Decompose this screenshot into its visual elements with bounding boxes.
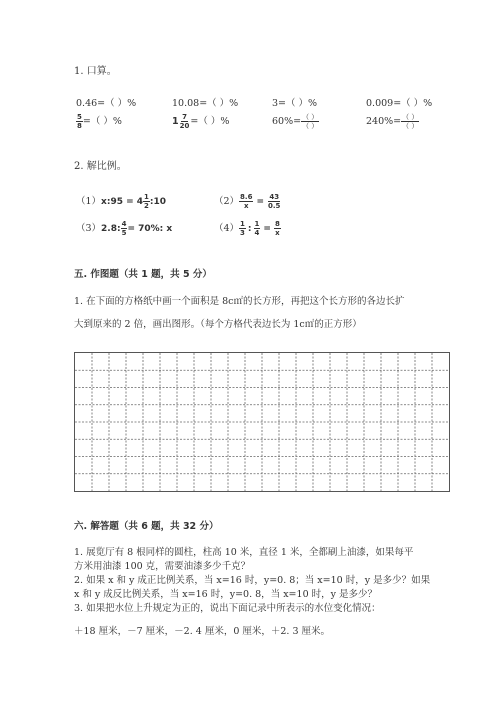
calc-item: 0.009=（ ）% (366, 98, 433, 109)
calc-item: 240%= $\frac{( )}{( )}$ (366, 113, 419, 130)
calc-item: 0.46=（ ）% (76, 98, 137, 109)
calc-item: 10.08=（ ）% (172, 98, 239, 109)
question-text: 1. 在下面的方格纸中画一个面积是 8c㎡的长方形，再把这个长方形的各边长扩 (74, 296, 405, 307)
question-text: 方米用油漆 100 克，需要油漆多少千克？ (74, 561, 251, 572)
proportion-item: （2） $\frac{8.6}{x}$ = $\frac{43}{0.5}$ (214, 193, 281, 210)
water-level-record: ＋18 厘米，－7 厘米，－2. 4 厘米，0 厘米，＋2. 3 厘米。 (74, 626, 331, 637)
calc-item: 3=（ ）% (272, 98, 318, 109)
proportion-item: （4） $\frac{1}{3}$ : $\frac{1}{4}$ = $\frac{8}{x}$ (214, 220, 280, 237)
proportion-item: （3）2.8: $\frac{4}{5}$ = 70%: x (76, 220, 173, 237)
section-1-title: 1. 口算。 (74, 66, 117, 77)
question-text: x 和 y 成反比例关系，当 x=16 时，y=0. 8，当 x=10 时，y 是多少？ (74, 589, 378, 600)
square-grid-paper[interactable] (74, 352, 450, 492)
calc-item: 1 $\frac{7}{20}$ =（ ）% (172, 113, 230, 130)
grid-lines (75, 353, 449, 491)
section-2-title: 2. 解比例。 (74, 161, 127, 172)
proportion-item: （1）x:95 = 4 $\frac{1}{2}$ :10 (76, 193, 167, 210)
calc-item: $\frac{5}{8}$ =（ ）% (77, 113, 122, 130)
question-text: 大到原来的 2 倍，画出图形。（每个方格代表边长为 1c㎡的正方形） (74, 319, 362, 330)
question-text: 2. 如果 x 和 y 成正比例关系，当 x=16 时，y=0. 8；当 x=10 时，y 是多少？如果 (74, 575, 431, 586)
calc-item: 60%= $\frac{( )}{( )}$ (272, 113, 319, 130)
section-6-heading: 六. 解答题（共 6 题，共 32 分） (74, 521, 219, 532)
question-text: 1. 展览厅有 8 根同样的圆柱，柱高 10 米，直径 1 米，全都刷上油漆，如果每平 (74, 547, 414, 558)
section-5-heading: 五. 作图题（共 1 题，共 5 分） (74, 269, 212, 280)
question-text: 3. 如果把水位上升规定为正的，说出下面记录中所表示的水位变化情况： (74, 603, 381, 614)
